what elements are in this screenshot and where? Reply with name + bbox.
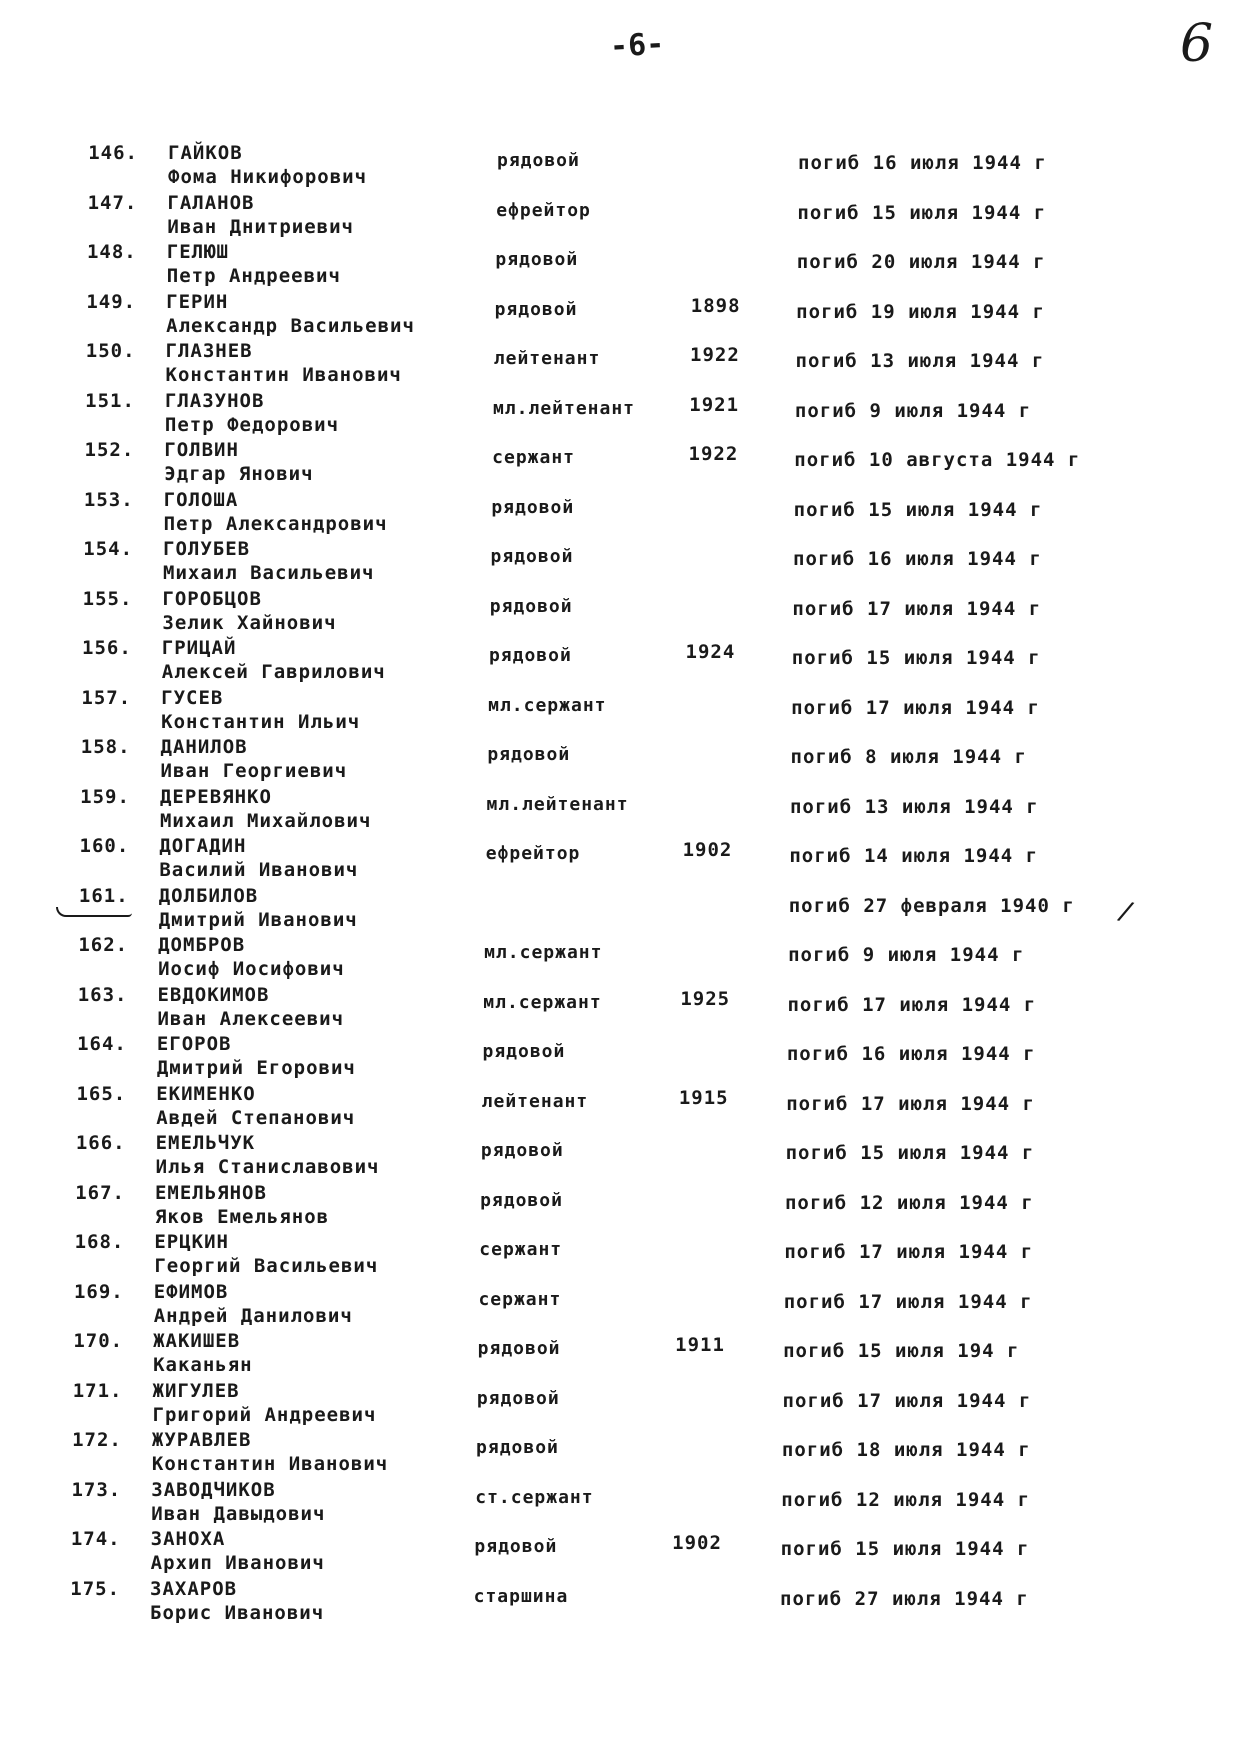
surname: ЗАХАРОВ	[150, 1577, 238, 1600]
given-name: Петр Федорович	[164, 413, 340, 436]
surname: ЖИГУЛЕВ	[152, 1379, 240, 1402]
entry-number: 155.	[82, 587, 133, 610]
given-name: Василий Иванович	[159, 859, 359, 881]
given-name: Иосиф Иосифович	[158, 958, 345, 980]
death-record: погиб 16 июля 1944 г	[786, 1043, 1036, 1065]
list-item	[0, 489, 1236, 539]
rank: рядовой	[490, 546, 574, 567]
birth-year: 1924	[685, 641, 736, 663]
entry-number: 167.	[75, 1181, 125, 1204]
entry-number: 164.	[77, 1033, 127, 1055]
rank: мл.лейтенант	[486, 793, 629, 815]
entry-number: 152.	[84, 439, 135, 461]
list-item	[0, 736, 1236, 786]
given-name: Архип Иванович	[150, 1552, 325, 1574]
surname: ДОМБРОВ	[158, 934, 246, 956]
given-name: Иван Георгиевич	[160, 760, 348, 782]
given-name: Фома Никифорович	[168, 166, 368, 188]
entry-number: 149.	[86, 290, 137, 313]
rank: ефрейтор	[496, 199, 591, 221]
death-record: погиб 17 июля 1944 г	[792, 597, 1042, 620]
list-item	[0, 1132, 1236, 1182]
given-name: Каканьян	[153, 1354, 253, 1376]
death-record: погиб 15 июля 1944 г	[797, 201, 1047, 224]
surname: ГУСЕВ	[161, 686, 224, 709]
death-record: погиб 13 июля 1944 г	[789, 795, 1039, 818]
rank: рядовой	[482, 1041, 566, 1062]
list-item	[0, 241, 1236, 291]
list-item	[0, 786, 1236, 836]
page-number: -6-	[609, 26, 666, 65]
death-record: погиб 16 июля 1944 г	[793, 548, 1042, 570]
death-record: погиб 10 августа 1944 г	[794, 449, 1081, 471]
list-item	[0, 1330, 1236, 1380]
entry-number: 172.	[72, 1429, 122, 1451]
entry-number: 148.	[86, 241, 137, 263]
given-name: Авдей Степанович	[156, 1106, 356, 1129]
given-name: Григорий Андреевич	[152, 1403, 377, 1426]
rank: рядовой	[489, 595, 573, 617]
rank: рядовой	[497, 150, 580, 171]
rank: рядовой	[494, 298, 578, 320]
surname: ДЕРЕВЯНКО	[159, 785, 272, 808]
given-name: Яков Емельянов	[154, 1205, 330, 1228]
given-name: Петр Андреевич	[166, 265, 341, 287]
rank: рядовой	[480, 1140, 564, 1161]
rank: мл.сержант	[484, 942, 603, 963]
given-name: Георгий Васильевич	[154, 1255, 379, 1277]
birth-year: 1922	[688, 443, 739, 465]
given-name: Дмитрий Иванович	[158, 908, 358, 931]
entry-number: 158.	[80, 736, 131, 758]
death-record: погиб 17 июля 1944 г	[783, 1290, 1033, 1313]
rank: сержант	[492, 447, 576, 468]
list-item	[0, 439, 1236, 489]
birth-year: 1915	[678, 1086, 729, 1109]
surname: ЖУРАВЛЕВ	[151, 1429, 252, 1451]
death-record: погиб 15 июля 1944 г	[791, 647, 1041, 669]
entry-number: 160.	[79, 835, 130, 857]
death-record: погиб 8 июля 1944 г	[790, 746, 1027, 768]
rank: рядовой	[477, 1338, 561, 1359]
given-name: Алексей Гаврилович	[161, 661, 386, 683]
entry-number: 159.	[80, 785, 130, 808]
handwritten-page-number: 6	[1180, 14, 1214, 74]
entry-number: 174.	[70, 1528, 121, 1550]
rank: мл.сержант	[483, 991, 602, 1013]
given-name: Константин Иванович	[165, 364, 402, 386]
rank: рядовой	[495, 249, 579, 270]
entry-number: 165.	[76, 1082, 127, 1105]
list-item	[0, 835, 1236, 885]
list-item	[0, 885, 1236, 935]
entry-number: 171.	[72, 1379, 123, 1402]
death-record: погиб 13 июля 1944 г	[795, 350, 1045, 372]
surname: ГЕРИН	[166, 290, 229, 313]
death-record: погиб 18 июля 1944 г	[781, 1439, 1031, 1461]
surname: ДОГАДИН	[159, 835, 247, 857]
surname: ГРИЦАЙ	[161, 637, 237, 659]
rank: рядовой	[480, 1189, 563, 1211]
list-item	[0, 1231, 1236, 1281]
surname: ЗАНОХА	[150, 1528, 226, 1550]
list-item	[0, 142, 1236, 192]
rank: рядовой	[488, 645, 572, 666]
birth-year: 1898	[690, 294, 741, 317]
list-item	[0, 340, 1236, 390]
rank: сержант	[478, 1288, 562, 1310]
rank: рядовой	[476, 1437, 559, 1458]
death-record: погиб 9 июля 1944 г	[794, 399, 1032, 422]
rank: лейтенант	[481, 1090, 589, 1112]
surname: ЕМЕЛЬЧУК	[155, 1132, 256, 1154]
birth-year: 1911	[675, 1334, 725, 1356]
death-record: погиб 14 июля 1944 г	[789, 845, 1039, 867]
surname: ГОРОБЦОВ	[162, 587, 262, 610]
entry-number: 150.	[85, 340, 136, 362]
list-item	[0, 1528, 1236, 1578]
list-item	[0, 637, 1236, 687]
death-record: погиб 17 июля 1944 г	[786, 1092, 1035, 1115]
list-item	[0, 1578, 1236, 1628]
surname: ГЛАЗУНОВ	[164, 389, 265, 412]
list-item	[0, 192, 1236, 242]
surname: ДОЛБИЛОВ	[158, 884, 259, 907]
surname: ГОЛВИН	[164, 439, 239, 461]
given-name: Константин Ильич	[161, 710, 361, 733]
surname: ГОЛОША	[163, 488, 239, 511]
list-item	[0, 1429, 1236, 1479]
entry-number: 170.	[73, 1330, 124, 1352]
surname: ЕФИМОВ	[153, 1280, 229, 1303]
given-name: Илья Станиславович	[155, 1156, 380, 1178]
surname: ЗАВОДЧИКОВ	[151, 1478, 276, 1501]
entry-number: 163.	[77, 983, 128, 1006]
list-item	[0, 390, 1236, 440]
surname: ГЕЛЮШ	[166, 241, 229, 263]
list-item	[0, 1281, 1236, 1331]
given-name: Андрей Данилович	[153, 1304, 353, 1327]
death-record: погиб 12 июля 1944 г	[781, 1488, 1031, 1511]
death-record: погиб 27 июля 1944 г	[780, 1587, 1029, 1610]
entry-number: 169.	[73, 1280, 124, 1303]
surname: ЕКИМЕНКО	[156, 1082, 256, 1105]
entry-number: 166.	[75, 1132, 126, 1154]
rank: ефрейтор	[485, 843, 581, 864]
given-name: Михаил Михайлович	[159, 809, 372, 832]
handwritten-tick-mark: /	[1114, 894, 1139, 929]
surname: ЕРЦКИН	[154, 1231, 229, 1253]
rank: рядовой	[491, 496, 575, 518]
rank: ст.сержант	[475, 1486, 594, 1508]
birth-year: 1925	[680, 987, 731, 1010]
entry-number: 154.	[83, 538, 134, 560]
surname: ЕГОРОВ	[156, 1033, 232, 1055]
surname: ГЛАЗНЕВ	[165, 340, 253, 362]
entry-number: 175.	[70, 1577, 121, 1600]
given-name: Иван Алексеевич	[157, 1007, 345, 1030]
rank: рядовой	[474, 1536, 558, 1557]
entry-number: 146.	[88, 142, 138, 164]
death-record: погиб 20 июля 1944 г	[796, 251, 1046, 273]
list-item	[0, 934, 1236, 984]
entry-number: 151.	[85, 389, 135, 412]
list-item	[0, 588, 1236, 638]
list-item	[0, 1182, 1236, 1232]
surname: ГАЙКОВ	[168, 142, 243, 164]
birth-year: 1902	[672, 1532, 722, 1554]
list-item	[0, 291, 1236, 341]
surname: ДАНИЛОВ	[160, 736, 248, 758]
given-name: Петр Александрович	[163, 512, 388, 535]
death-record: погиб 15 июля 194 г	[783, 1340, 1020, 1362]
death-record: погиб 17 июля 1944 г	[782, 1389, 1032, 1412]
entry-number: 157.	[81, 686, 132, 709]
given-name: Иван Давыдович	[151, 1502, 326, 1525]
given-name: Эдгар Янович	[164, 463, 314, 485]
birth-year: 1922	[690, 344, 740, 366]
entry-number: 147.	[87, 191, 138, 214]
death-record: погиб 9 июля 1944 г	[788, 944, 1025, 966]
given-name: Иван Днитриевич	[167, 215, 354, 238]
list-item	[0, 1033, 1236, 1083]
given-name: Константин Иванович	[151, 1453, 389, 1475]
list-item	[0, 1380, 1236, 1430]
rank: рядовой	[487, 744, 571, 765]
given-name: Александр Васильевич	[166, 314, 415, 337]
given-name: Борис Иванович	[150, 1601, 325, 1624]
casualty-list	[0, 142, 1236, 1627]
entry-number: 156.	[82, 637, 132, 659]
surname: ЕМЕЛЬЯНОВ	[154, 1181, 267, 1204]
death-record: погиб 15 июля 1944 г	[785, 1142, 1035, 1164]
rank: старшина	[473, 1585, 569, 1607]
death-record: погиб 12 июля 1944 г	[784, 1191, 1034, 1214]
surname: ЖАКИШЕВ	[153, 1330, 241, 1352]
death-record: погиб 19 июля 1944 г	[796, 300, 1045, 323]
given-name: Михаил Васильевич	[163, 562, 375, 584]
list-item	[0, 687, 1236, 737]
rank: мл.лейтенант	[492, 397, 636, 419]
death-record: погиб 17 июля 1944 г	[787, 993, 1037, 1016]
death-record: погиб 17 июля 1944 г	[784, 1241, 1034, 1263]
entry-number: 173.	[71, 1478, 122, 1501]
surname: ГОЛУБЕВ	[163, 538, 251, 560]
rank: сержант	[479, 1239, 563, 1260]
surname: ЕВДОКИМОВ	[157, 983, 270, 1006]
rank: лейтенант	[493, 348, 601, 369]
rank: мл.сержант	[488, 694, 607, 716]
list-item	[0, 984, 1236, 1034]
rank: рядовой	[476, 1387, 560, 1409]
death-record: погиб 15 июля 1944 г	[793, 498, 1043, 521]
surname: ГАЛАНОВ	[167, 191, 255, 214]
list-item	[0, 1479, 1236, 1529]
entry-number: 162.	[78, 934, 129, 956]
death-record: погиб 16 июля 1944 г	[798, 152, 1047, 174]
birth-year: 1902	[682, 839, 733, 861]
given-name: Дмитрий Егорович	[156, 1057, 356, 1079]
list-item	[0, 1083, 1236, 1133]
death-record: погиб 17 июля 1944 г	[791, 696, 1040, 719]
given-name: Зелик Хайнович	[162, 611, 337, 634]
entry-number: 161.	[78, 884, 129, 907]
death-record: погиб 27 февраля 1940 г	[788, 894, 1075, 917]
list-item	[0, 538, 1236, 588]
entry-number: 168.	[74, 1231, 125, 1253]
entry-number: 153.	[83, 488, 134, 511]
handwritten-underline	[56, 907, 132, 917]
birth-year: 1921	[689, 393, 740, 416]
death-record: погиб 15 июля 1944 г	[780, 1538, 1030, 1560]
